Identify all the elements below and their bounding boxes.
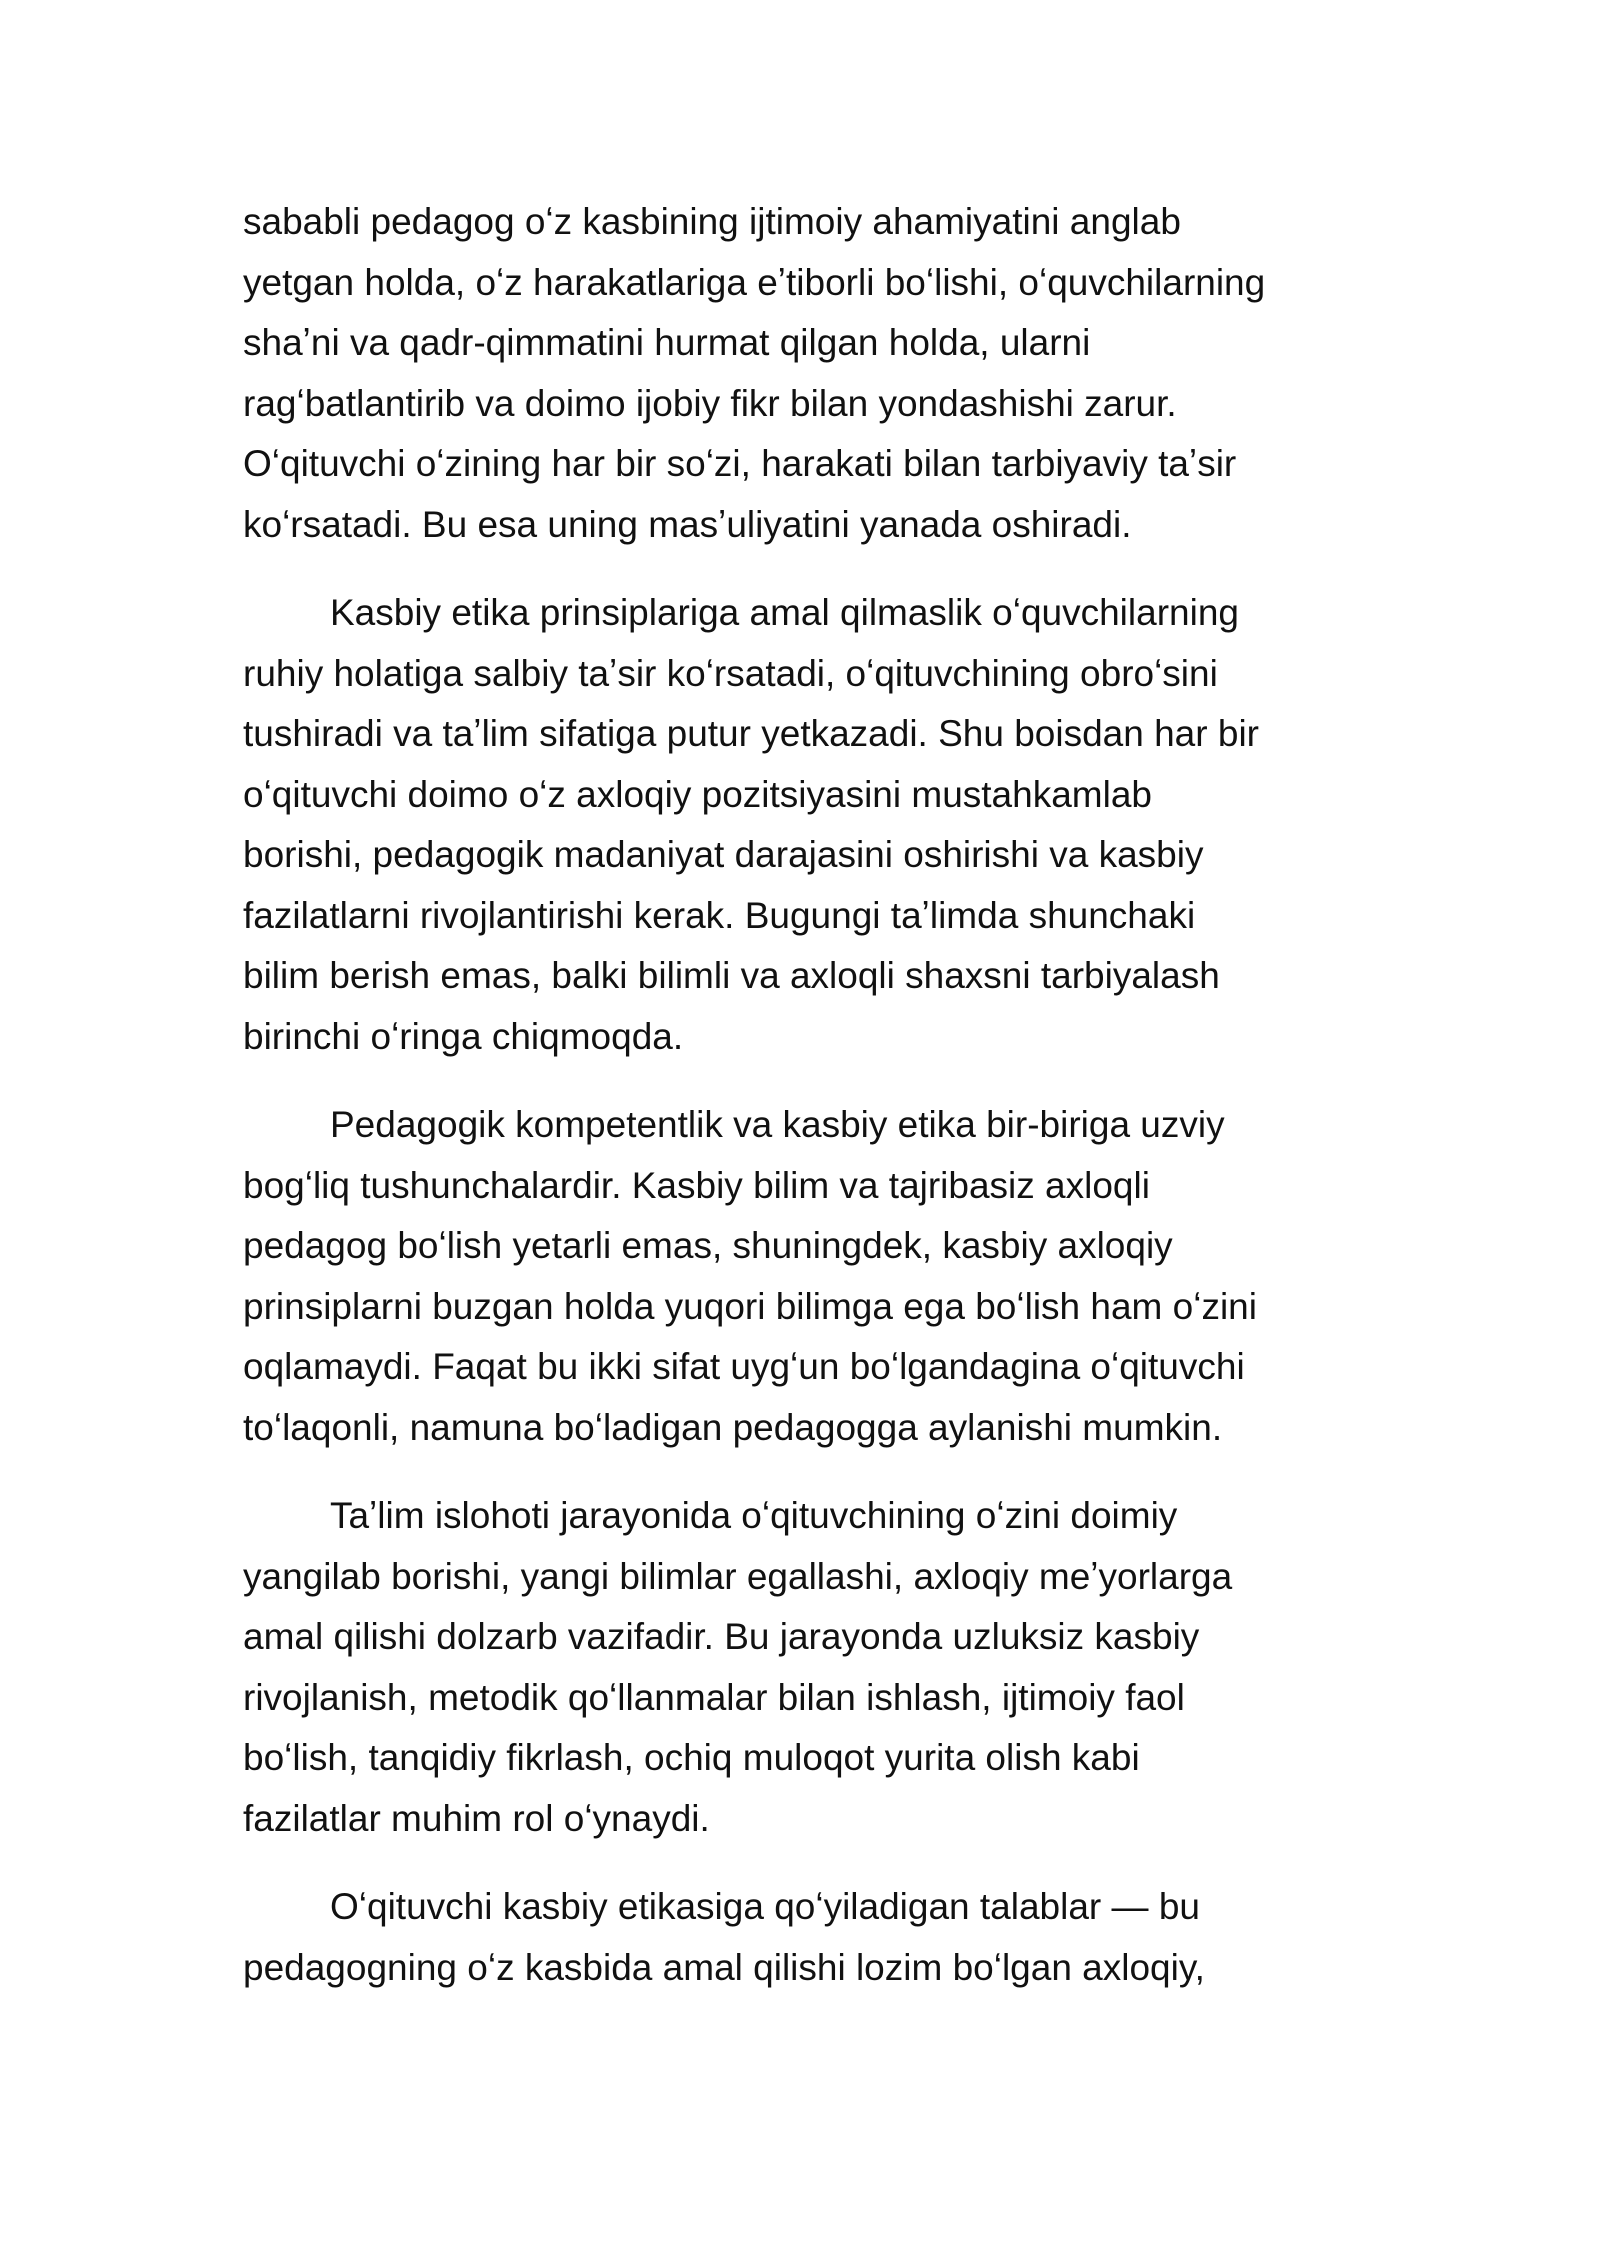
text-line: boʻlish, tanqidiy fikrlash, ochiq muloqot yurita olish kabi (243, 1737, 1140, 1778)
text-line: pedagog boʻlish yetarli emas, shuningdek, kasbiy axloqiy (243, 1225, 1173, 1266)
paragraph (243, 1877, 1373, 1998)
text-line: yetgan holda, oʻz harakatlariga eʼtiborli boʻlishi, oʻquvchilarning (243, 261, 1266, 303)
text-line: shaʼni va qadr-qimmatini hurmat qilgan holda, ularni (243, 322, 1091, 363)
text-line: sababli pedagog oʻz kasbining ijtimoiy ahamiyatini anglab (243, 201, 1181, 242)
body-text (243, 192, 1373, 1998)
text-line: prinsiplarni buzgan holda yuqori bilimga ega boʻlish ham oʻzini (243, 1285, 1257, 1327)
text-line: amal qilishi dolzarb vazifadir. Bu jarayonda uzluksiz kasbiy (243, 1616, 1200, 1657)
text-line: Oʻqituvchi oʻzining har bir soʻzi, harakati bilan tarbiyaviy taʼsir (243, 443, 1237, 484)
text-line: toʻlaqonli, namuna boʻladigan pedagogga aylanishi mumkin. (243, 1406, 1223, 1448)
text-line: rivojlanish, metodik qoʻllanmalar bilan ishlash, ijtimoiy faol (243, 1676, 1185, 1718)
paragraph (243, 1095, 1373, 1458)
text-line: fazilatlar muhim rol oʻynaydi. (243, 1797, 710, 1839)
text-line: Taʼlim islohoti jarayonida oʻqituvchining oʻzini doimiy (330, 1495, 1178, 1536)
text-line: yangilab borishi, yangi bilimlar egallashi, axloqiy meʼyorlarga (243, 1555, 1233, 1597)
text-line: oʻqituvchi doimo oʻz axloqiy pozitsiyasini mustahkamlab (243, 773, 1152, 815)
text-line: pedagogning oʻz kasbida amal qilishi lozim boʻlgan axloqiy, (243, 1946, 1205, 1988)
text-line: bilim berish emas, balki bilimli va axloqli shaxsni tarbiyalash (243, 955, 1220, 996)
text-line: birinchi oʻringa chiqmoqda. (243, 1015, 684, 1057)
text-line: oqlamaydi. Faqat bu ikki sifat uygʻun boʻlgandagina oʻqituvchi (243, 1346, 1245, 1387)
text-line: Oʻqituvchi kasbiy etikasiga qoʻyiladigan talablar — bu (330, 1886, 1200, 1927)
paragraph (243, 1486, 1373, 1849)
paragraph (243, 192, 1373, 555)
text-line: Kasbiy etika prinsiplariga amal qilmaslik oʻquvchilarning (330, 592, 1239, 633)
text-line: bogʻliq tushunchalardir. Kasbiy bilim va tajribasiz axloqli (243, 1164, 1150, 1206)
text-line: borishi, pedagogik madaniyat darajasini oshirishi va kasbiy (243, 834, 1204, 875)
text-line: koʻrsatadi. Bu esa uning masʼuliyatini yanada oshiradi. (243, 503, 1132, 545)
text-line: ruhiy holatiga salbiy taʼsir koʻrsatadi, oʻqituvchining obroʻsini (243, 652, 1218, 694)
text-line: fazilatlarni rivojlantirishi kerak. Bugungi taʼlimda shunchaki (243, 894, 1196, 936)
text-line: tushiradi va taʼlim sifatiga putur yetkazadi. Shu boisdan har bir (243, 713, 1259, 754)
paragraph (243, 583, 1373, 1067)
text-line: ragʻbatlantirib va doimo ijobiy fikr bilan yondashishi zarur. (243, 382, 1177, 424)
text-line: Pedagogik kompetentlik va kasbiy etika bir-biriga uzviy (330, 1104, 1225, 1145)
